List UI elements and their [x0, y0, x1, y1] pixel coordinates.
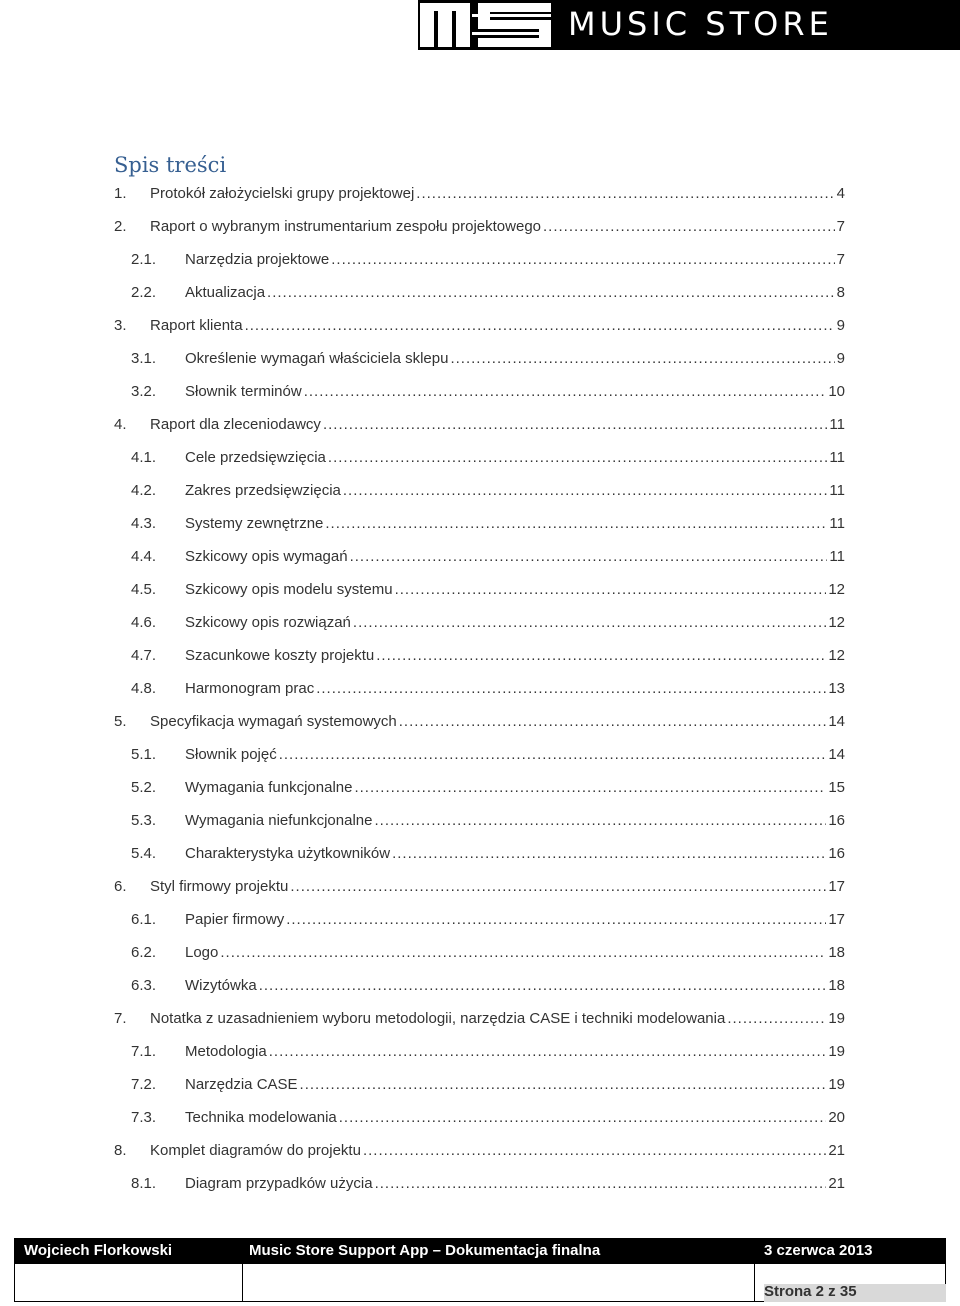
toc-entry-title: Zakres przedsięwzięcia [185, 482, 341, 499]
toc-entry-leader [220, 944, 826, 961]
toc-entry-leader [375, 1175, 827, 1192]
toc-entry-title: Narzędzia CASE [185, 1076, 298, 1093]
toc-entry-number: 4.1. [131, 449, 157, 466]
toc-entry-number: 4.8. [131, 680, 157, 697]
toc-entry-title: Szkicowy opis rozwiązań [185, 614, 351, 631]
toc-entry-title: Papier firmowy [185, 911, 285, 928]
toc-entry-title: Protokół założycielski grupy projektowej [150, 185, 415, 202]
toc-entry-number: 6. [114, 878, 127, 895]
toc-entry-page: 13 [828, 680, 845, 697]
header-logo [418, 0, 960, 50]
toc-entry-number: 3.2. [131, 383, 157, 400]
ms-logo-mark-icon [418, 0, 553, 50]
toc-entry-number: 4. [114, 416, 127, 433]
toc-entry-leader [331, 251, 834, 268]
toc-entry-number: 1. [114, 185, 127, 202]
toc-entry-number: 5.1. [131, 746, 157, 763]
toc-entry-page: 18 [828, 977, 845, 994]
toc-entry[interactable] [114, 177, 845, 210]
toc-entry-title: Szkicowy opis wymagań [185, 548, 348, 565]
footer-doc-title: Music Store Support App – Dokumentacja finalna [249, 1242, 601, 1259]
toc-entry-leader [325, 515, 827, 532]
toc-entry-page: 11 [829, 548, 845, 565]
toc-entry-title: Harmonogram prac [185, 680, 315, 697]
footer-divider [754, 1238, 755, 1302]
toc-entry[interactable] [114, 342, 845, 375]
toc-entry[interactable] [114, 540, 845, 573]
toc-entry-page: 19 [828, 1076, 845, 1093]
toc-entry-leader [279, 746, 827, 763]
toc-entry[interactable] [114, 837, 845, 870]
toc-entry-leader [353, 614, 826, 631]
toc-entry-leader [328, 449, 828, 466]
toc-entry-leader [374, 812, 826, 829]
toc-entry-page: 12 [828, 581, 845, 598]
toc-entry-title: Raport o wybranym instrumentarium zespołu projektowego [150, 218, 542, 235]
toc-entry[interactable] [114, 1167, 845, 1200]
footer-page-number: Strona 2 z 35 [764, 1283, 857, 1300]
toc-entry-page: 11 [829, 416, 845, 433]
toc-entry-title: Diagram przypadków użycia [185, 1175, 373, 1192]
toc-entry[interactable] [114, 408, 845, 441]
toc-entry-number: 4.7. [131, 647, 157, 664]
toc-entry[interactable] [114, 903, 845, 936]
toc-entry[interactable] [114, 705, 845, 738]
toc-entry-page: 9 [836, 350, 845, 367]
toc-entry-number: 6.1. [131, 911, 157, 928]
toc-entry[interactable] [114, 309, 845, 342]
toc-entry-number: 3. [114, 317, 127, 334]
toc-entry-title: Cele przedsięwzięcia [185, 449, 326, 466]
toc-entry[interactable] [114, 1035, 845, 1068]
toc-entry-leader [290, 878, 826, 895]
toc-entry-leader [267, 284, 835, 301]
toc-entry-page: 19 [828, 1043, 845, 1060]
footer-date: 3 czerwca 2013 [764, 1242, 873, 1259]
toc-entry-number: 8. [114, 1142, 127, 1159]
toc-entry-number: 2. [114, 218, 127, 235]
toc-entry[interactable] [114, 936, 845, 969]
toc-entry-number: 7.2. [131, 1076, 157, 1093]
toc-entry-title: Charakterystyka użytkowników [185, 845, 391, 862]
toc-entry-page: 11 [829, 515, 845, 532]
toc-entry[interactable] [114, 375, 845, 408]
toc-entry-title: Raport dla zleceniodawcy [150, 416, 321, 433]
toc-entry-page: 21 [828, 1175, 845, 1192]
toc-entry[interactable] [114, 804, 845, 837]
toc-entry[interactable] [114, 969, 845, 1002]
toc-entry-leader [300, 1076, 827, 1093]
toc-entry-leader [316, 680, 826, 697]
footer-author: Wojciech Florkowski [24, 1242, 173, 1259]
toc-entry-page: 20 [828, 1109, 845, 1126]
toc-entry[interactable] [114, 771, 845, 804]
toc-entry-number: 2.2. [131, 284, 157, 301]
toc-entry-page: 16 [828, 812, 845, 829]
toc-entry-page: 11 [829, 449, 845, 466]
toc-entry-page: 10 [828, 383, 845, 400]
toc-entry-number: 4.2. [131, 482, 157, 499]
toc-entry-title: Szacunkowe koszty projektu [185, 647, 375, 664]
toc-entry-title: Specyfikacja wymagań systemowych [150, 713, 397, 730]
toc-entry-title: Szkicowy opis modelu systemu [185, 581, 393, 598]
toc-entry-number: 5.4. [131, 845, 157, 862]
toc-entry-leader [727, 1010, 826, 1027]
toc-entry[interactable] [114, 210, 845, 243]
toc-entry-number: 4.6. [131, 614, 157, 631]
toc-entry-number: 5. [114, 713, 127, 730]
toc-title: Spis treści [114, 153, 227, 177]
toc-entry-number: 6.3. [131, 977, 157, 994]
toc-entry[interactable] [114, 1002, 845, 1035]
toc-entry-number: 8.1. [131, 1175, 157, 1192]
toc-entry-number: 2.1. [131, 251, 157, 268]
table-of-contents [114, 177, 845, 1200]
toc-entry-title: Słownik terminów [185, 383, 302, 400]
toc-entry-page: 17 [828, 878, 845, 895]
toc-entry-page: 15 [828, 779, 845, 796]
toc-entry-page: 7 [836, 218, 845, 235]
toc-entry-page: 11 [829, 482, 845, 499]
toc-entry[interactable] [114, 573, 845, 606]
toc-entry-number: 3.1. [131, 350, 157, 367]
toc-entry[interactable] [114, 672, 845, 705]
toc-entry-leader [392, 845, 826, 862]
toc-entry[interactable] [114, 441, 845, 474]
toc-entry-leader [543, 218, 835, 235]
toc-entry-leader [350, 548, 828, 565]
toc-entry-page: 17 [828, 911, 845, 928]
toc-entry-page: 4 [836, 185, 845, 202]
toc-entry-number: 7.3. [131, 1109, 157, 1126]
toc-entry[interactable] [114, 1101, 845, 1134]
toc-entry-title: Metodologia [185, 1043, 267, 1060]
toc-entry-page: 9 [836, 317, 845, 334]
toc-entry[interactable] [114, 738, 845, 771]
toc-entry-number: 4.3. [131, 515, 157, 532]
toc-entry-title: Narzędzia projektowe [185, 251, 330, 268]
toc-entry-number: 4.4. [131, 548, 157, 565]
toc-entry-leader [354, 779, 826, 796]
toc-entry-title: Aktualizacja [185, 284, 266, 301]
toc-entry-page: 19 [828, 1010, 845, 1027]
toc-entry-leader [269, 1043, 827, 1060]
toc-entry-title: Notatka z uzasadnieniem wyboru metodologii, narzędzia CASE i techniki modelowania [150, 1010, 726, 1027]
toc-entry-leader [245, 317, 835, 334]
toc-entry-page: 16 [828, 845, 845, 862]
toc-entry[interactable] [114, 1068, 845, 1101]
toc-entry-title: Technika modelowania [185, 1109, 337, 1126]
toc-entry-title: Słownik pojęć [185, 746, 277, 763]
toc-entry[interactable] [114, 606, 845, 639]
toc-entry-leader [304, 383, 827, 400]
toc-entry[interactable] [114, 870, 845, 903]
toc-entry-leader [343, 482, 828, 499]
toc-entry-leader [450, 350, 834, 367]
toc-entry-title: Wizytówka [185, 977, 257, 994]
toc-entry[interactable] [114, 276, 845, 309]
toc-entry[interactable] [114, 1134, 845, 1167]
toc-entry-page: 7 [836, 251, 845, 268]
toc-entry-number: 4.5. [131, 581, 157, 598]
toc-entry-leader [323, 416, 827, 433]
toc-entry-page: 14 [828, 746, 845, 763]
toc-entry-title: Wymagania funkcjonalne [185, 779, 353, 796]
toc-entry-number: 5.2. [131, 779, 157, 796]
toc-entry-leader [376, 647, 826, 664]
toc-entry-leader [363, 1142, 826, 1159]
toc-entry-title: Styl firmowy projektu [150, 878, 289, 895]
toc-entry-leader [339, 1109, 827, 1126]
page-footer [14, 1238, 946, 1302]
toc-entry-leader [286, 911, 826, 928]
toc-entry-page: 12 [828, 614, 845, 631]
logo-text: MUSIC STORE [568, 5, 833, 43]
footer-divider [242, 1238, 243, 1302]
toc-entry-title: Komplet diagramów do projektu [150, 1142, 361, 1159]
toc-entry-page: 21 [828, 1142, 845, 1159]
toc-entry-number: 6.2. [131, 944, 157, 961]
toc-entry[interactable] [114, 639, 845, 672]
toc-entry-leader [395, 581, 827, 598]
toc-entry-page: 8 [836, 284, 845, 301]
toc-entry-title: Raport klienta [150, 317, 243, 334]
toc-entry[interactable] [114, 474, 845, 507]
toc-entry-title: Logo [185, 944, 219, 961]
toc-entry-title: Określenie wymagań właściciela sklepu [185, 350, 449, 367]
toc-entry-title: Wymagania niefunkcjonalne [185, 812, 373, 829]
toc-entry[interactable] [114, 243, 845, 276]
toc-entry-number: 5.3. [131, 812, 157, 829]
toc-entry-page: 18 [828, 944, 845, 961]
toc-entry-title: Systemy zewnętrzne [185, 515, 324, 532]
toc-entry-page: 12 [828, 647, 845, 664]
toc-entry-number: 7. [114, 1010, 127, 1027]
toc-entry[interactable] [114, 507, 845, 540]
toc-entry-leader [399, 713, 827, 730]
toc-entry-leader [416, 185, 834, 202]
toc-entry-page: 14 [828, 713, 845, 730]
toc-entry-number: 7.1. [131, 1043, 157, 1060]
toc-entry-leader [259, 977, 827, 994]
